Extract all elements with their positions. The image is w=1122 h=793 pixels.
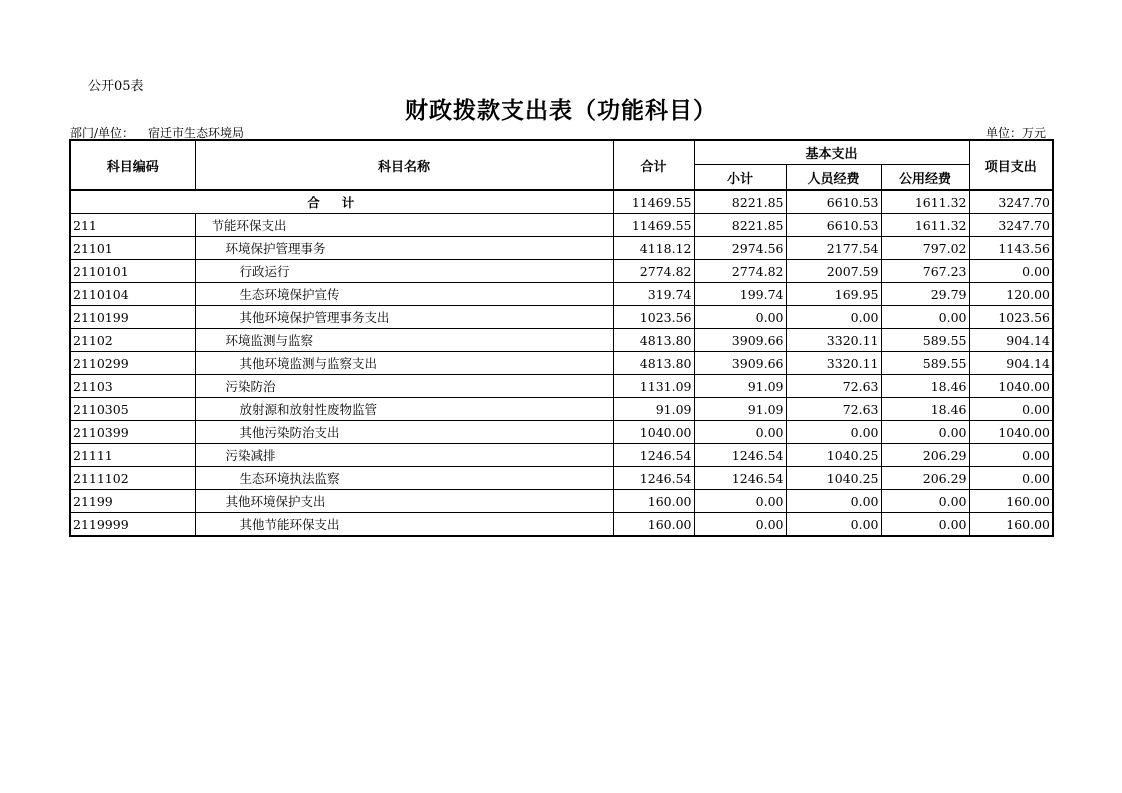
department-label: 部门/单位：	[70, 126, 135, 140]
table-row	[70, 329, 1053, 352]
header-total: 合计	[613, 140, 694, 190]
table-row	[70, 398, 1053, 421]
row-personnel: 2007.59	[786, 260, 881, 283]
row-code: 2110199	[70, 306, 195, 329]
row-project: 0.00	[969, 444, 1053, 467]
row-personnel: 6610.53	[786, 214, 881, 237]
row-project: 3247.70	[969, 214, 1053, 237]
total-row	[70, 190, 1053, 214]
row-personnel: 72.63	[786, 398, 881, 421]
row-total: 4118.12	[613, 237, 694, 260]
row-code: 21103	[70, 375, 195, 398]
row-public: 18.46	[881, 398, 969, 421]
table-row	[70, 260, 1053, 283]
row-name: 环境监测与监察	[195, 329, 613, 352]
table-row	[70, 421, 1053, 444]
row-personnel: 1040.25	[786, 444, 881, 467]
table-row	[70, 513, 1053, 537]
row-project: 160.00	[969, 490, 1053, 513]
row-public: 29.79	[881, 283, 969, 306]
row-personnel: 0.00	[786, 306, 881, 329]
row-code: 21199	[70, 490, 195, 513]
total-total: 11469.55	[613, 190, 694, 214]
row-code: 2110101	[70, 260, 195, 283]
row-total: 4813.80	[613, 352, 694, 375]
row-personnel: 169.95	[786, 283, 881, 306]
page-title: 财政拨款支出表（功能科目）	[405, 98, 717, 124]
header-personnel: 人员经费	[786, 165, 881, 191]
row-code: 2110399	[70, 421, 195, 444]
unit-label: 单位：万元	[986, 126, 1047, 140]
row-subtotal: 0.00	[694, 513, 786, 537]
table-row	[70, 375, 1053, 398]
row-public: 0.00	[881, 513, 969, 537]
row-code: 2110305	[70, 398, 195, 421]
row-personnel: 0.00	[786, 513, 881, 537]
row-project: 0.00	[969, 398, 1053, 421]
table-row	[70, 444, 1053, 467]
row-code: 21101	[70, 237, 195, 260]
total-public: 1611.32	[881, 190, 969, 214]
row-subtotal: 8221.85	[694, 214, 786, 237]
row-code: 2111102	[70, 467, 195, 490]
row-subtotal: 199.74	[694, 283, 786, 306]
row-public: 589.55	[881, 352, 969, 375]
row-total: 1131.09	[613, 375, 694, 398]
table-row	[70, 214, 1053, 237]
row-name: 行政运行	[195, 260, 613, 283]
row-project: 1023.56	[969, 306, 1053, 329]
row-project: 0.00	[969, 260, 1053, 283]
header-basic-group: 基本支出	[694, 140, 969, 165]
table-row	[70, 237, 1053, 260]
row-subtotal: 91.09	[694, 398, 786, 421]
row-public: 797.02	[881, 237, 969, 260]
row-code: 2110104	[70, 283, 195, 306]
row-subtotal: 3909.66	[694, 329, 786, 352]
row-personnel: 72.63	[786, 375, 881, 398]
header-code: 科目编码	[70, 140, 195, 190]
row-total: 2774.82	[613, 260, 694, 283]
row-personnel: 3320.11	[786, 329, 881, 352]
row-project: 1040.00	[969, 375, 1053, 398]
row-name: 其他环境保护支出	[195, 490, 613, 513]
row-project: 1040.00	[969, 421, 1053, 444]
row-project: 0.00	[969, 467, 1053, 490]
total-subtotal: 8221.85	[694, 190, 786, 214]
total-label: 合计	[70, 190, 613, 214]
row-public: 18.46	[881, 375, 969, 398]
row-project: 1143.56	[969, 237, 1053, 260]
row-public: 0.00	[881, 490, 969, 513]
row-code: 21102	[70, 329, 195, 352]
row-total: 160.00	[613, 513, 694, 537]
row-public: 206.29	[881, 467, 969, 490]
row-public: 206.29	[881, 444, 969, 467]
row-project: 160.00	[969, 513, 1053, 537]
row-public: 0.00	[881, 306, 969, 329]
row-personnel: 1040.25	[786, 467, 881, 490]
row-project: 120.00	[969, 283, 1053, 306]
table-row	[70, 467, 1053, 490]
table-row	[70, 306, 1053, 329]
row-total: 11469.55	[613, 214, 694, 237]
row-name: 节能环保支出	[195, 214, 613, 237]
row-personnel: 3320.11	[786, 352, 881, 375]
row-name: 其他环境监测与监察支出	[195, 352, 613, 375]
row-public: 1611.32	[881, 214, 969, 237]
row-subtotal: 0.00	[694, 490, 786, 513]
row-total: 319.74	[613, 283, 694, 306]
header-public: 公用经费	[881, 165, 969, 191]
row-subtotal: 2974.56	[694, 237, 786, 260]
table-row	[70, 283, 1053, 306]
total-project: 3247.70	[969, 190, 1053, 214]
row-project: 904.14	[969, 329, 1053, 352]
row-subtotal: 1246.54	[694, 467, 786, 490]
row-project: 904.14	[969, 352, 1053, 375]
row-public: 0.00	[881, 421, 969, 444]
row-personnel: 2177.54	[786, 237, 881, 260]
row-name: 污染减排	[195, 444, 613, 467]
table-header	[70, 140, 1053, 190]
row-code: 2110299	[70, 352, 195, 375]
row-public: 589.55	[881, 329, 969, 352]
row-total: 1246.54	[613, 444, 694, 467]
row-name: 放射源和放射性废物监管	[195, 398, 613, 421]
table-row	[70, 352, 1053, 375]
department-value: 宿迁市生态环境局	[148, 126, 245, 140]
row-name: 其他污染防治支出	[195, 421, 613, 444]
row-subtotal: 2774.82	[694, 260, 786, 283]
row-total: 1040.00	[613, 421, 694, 444]
row-total: 4813.80	[613, 329, 694, 352]
row-total: 91.09	[613, 398, 694, 421]
row-total: 160.00	[613, 490, 694, 513]
row-subtotal: 91.09	[694, 375, 786, 398]
row-code: 21111	[70, 444, 195, 467]
form-code: 公开05表	[88, 79, 144, 94]
row-code: 211	[70, 214, 195, 237]
row-name: 环境保护管理事务	[195, 237, 613, 260]
row-name: 其他环境保护管理事务支出	[195, 306, 613, 329]
row-subtotal: 1246.54	[694, 444, 786, 467]
row-name: 其他节能环保支出	[195, 513, 613, 537]
total-personnel: 6610.53	[786, 190, 881, 214]
row-subtotal: 0.00	[694, 421, 786, 444]
expenditure-table	[69, 139, 1054, 537]
row-public: 767.23	[881, 260, 969, 283]
header-project: 项目支出	[969, 140, 1053, 190]
row-name: 生态环境执法监察	[195, 467, 613, 490]
header-subtotal: 小计	[694, 165, 786, 191]
row-name: 生态环境保护宣传	[195, 283, 613, 306]
row-subtotal: 0.00	[694, 306, 786, 329]
table-body	[70, 190, 1053, 536]
row-subtotal: 3909.66	[694, 352, 786, 375]
row-name: 污染防治	[195, 375, 613, 398]
row-total: 1023.56	[613, 306, 694, 329]
row-total: 1246.54	[613, 467, 694, 490]
table-row	[70, 490, 1053, 513]
header-name: 科目名称	[195, 140, 613, 190]
row-personnel: 0.00	[786, 421, 881, 444]
row-code: 2119999	[70, 513, 195, 537]
row-personnel: 0.00	[786, 490, 881, 513]
